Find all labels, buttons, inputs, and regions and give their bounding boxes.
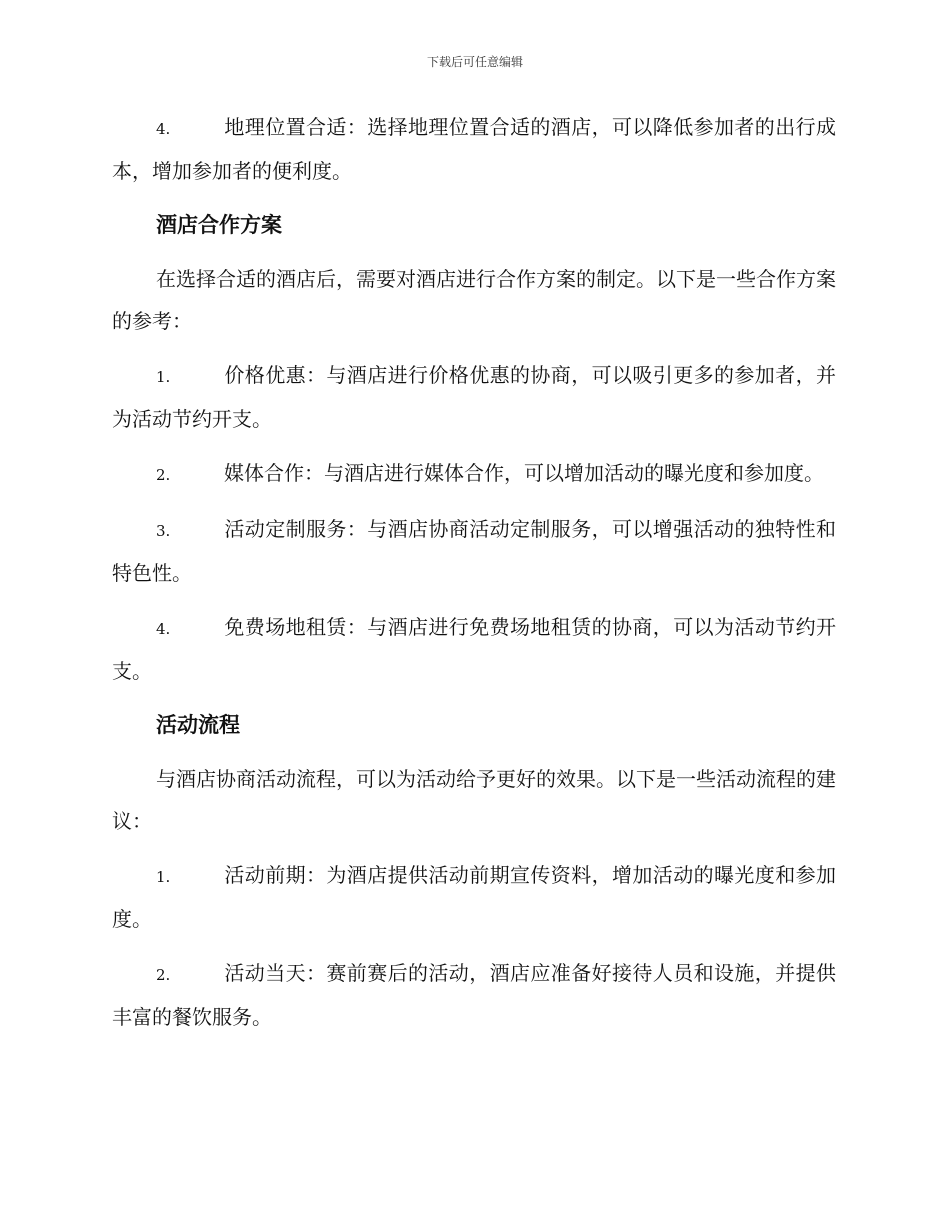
list-item-event-day [112,952,836,1038]
list-item-text: 免费场地租赁：与酒店进行免费场地租赁的协商，可以为活动节约开支。 [112,615,836,683]
list-item-text: 活动定制服务：与酒店协商活动定制服务，可以增强活动的独特性和特色性。 [112,517,836,585]
list-item-custom-service [112,508,836,594]
list-number: 2. [156,466,171,484]
list-number: 1. [156,868,171,886]
list-item-text: 活动前期：为酒店提供活动前期宣传资料，增加活动的曝光度和参加度。 [112,863,836,931]
section-heading-cooperation: 酒店合作方案 [156,212,282,237]
list-item-text: 地理位置合适：选择地理位置合适的酒店，可以降低参加者的出行成本，增加参加者的便利度。 [112,115,836,183]
list-number: 4. [156,620,171,638]
list-item-text: 活动当天：赛前赛后的活动，酒店应准备好接待人员和设施，并提供丰富的餐饮服务。 [112,961,836,1029]
list-item-free-venue [112,606,836,692]
paragraph-cooperation-intro: 在选择合适的酒店后，需要对酒店进行合作方案的制定。以下是一些合作方案的参考： [112,267,836,333]
document-body [112,106,836,1050]
list-item-location [112,106,836,192]
paragraph-process-intro: 与酒店协商活动流程，可以为活动给予更好的效果。以下是一些活动流程的建议： [112,767,836,833]
list-number: 3. [156,522,171,540]
page-header: 下载后可任意编辑 [426,55,523,69]
list-number: 2. [156,966,171,984]
list-item-price-discount [112,354,836,440]
list-number: 4. [156,120,171,138]
list-item-pre-event [112,854,836,940]
list-item-text: 媒体合作：与酒店进行媒体合作，可以增加活动的曝光度和参加度。 [224,461,824,485]
list-number: 1. [156,368,171,386]
section-heading-process: 活动流程 [156,712,240,737]
list-item-media [112,452,836,496]
list-item-text: 价格优惠：与酒店进行价格优惠的协商，可以吸引更多的参加者，并为活动节约开支。 [112,363,836,431]
